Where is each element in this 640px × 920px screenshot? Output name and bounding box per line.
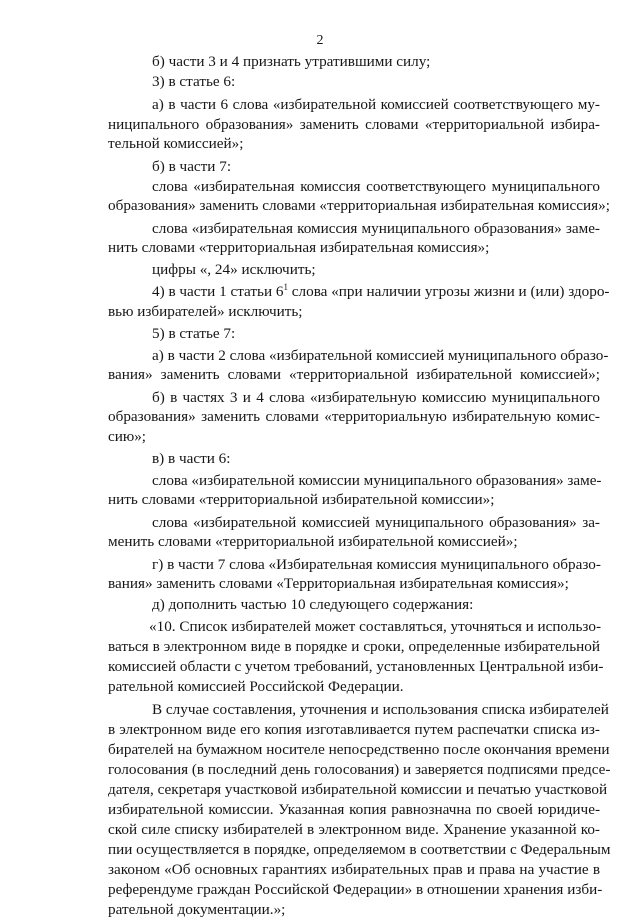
- text-line: менить словами «территориальной избирательной комиссией»;: [108, 533, 518, 550]
- text-line: вью избирателей» исключить;: [108, 303, 303, 320]
- text-line: рательной документации.»;: [108, 901, 286, 918]
- text-line: слова «избирательной комиссии муниципального образования» заме-: [152, 472, 602, 489]
- text-line: в) в части 6:: [152, 450, 231, 467]
- text-line: голосования (в последний день голосования) и заверяется подписями предсе-: [108, 761, 611, 778]
- text-line: законом «Об основных гарантиях избирательных прав и права на участие в: [108, 861, 600, 878]
- page-number: 2: [316, 33, 324, 48]
- text-line: слова «избирательная комиссия муниципального образования» заме-: [152, 220, 600, 237]
- text-line: тельной комиссией»;: [108, 135, 244, 152]
- text-line: вания» заменить словами «территориальной избирательной комиссией»;: [108, 366, 600, 383]
- text-line: д) дополнить частью 10 следующего содержания:: [152, 596, 474, 613]
- text-line: бирателей на бумажном носителе непосредственно после окончания времени: [108, 741, 610, 758]
- text-line: В случае составления, уточнения и использования списка избирателей: [152, 701, 609, 718]
- text-line: ской силе списку избирателей в электронном виде. Хранение указанной ко-: [108, 821, 600, 838]
- text-line: цифры «, 24» исключить;: [152, 261, 316, 278]
- text-line: избирательной комиссии. Указанная копия равнозначна по своей юридиче-: [108, 801, 600, 818]
- text-line: нить словами «территориальная избирательная комиссия»;: [108, 239, 490, 256]
- text-line: референдуме граждан Российской Федерации» в отношении хранения изби-: [108, 881, 603, 898]
- text-line: ниципального образования» заменить словами «территориальной избира-: [108, 116, 600, 133]
- text-line: пии осуществляется в порядке, определяемом в соответствии с Федеральным: [108, 841, 611, 858]
- text-line: а) в части 2 слова «избирательной комиссией муниципального образо-: [152, 347, 609, 364]
- text-line: 3) в статье 6:: [152, 73, 236, 90]
- superscript: 1: [283, 281, 288, 292]
- text-line: б) в частях 3 и 4 слова «избирательную комиссию муниципального: [152, 389, 600, 406]
- text-line: слова «избирательная комиссия соответствующего муниципального: [152, 178, 600, 195]
- text-line: образования» заменить словами «территориальная избирательная комиссия»;: [108, 197, 610, 214]
- text-line: ваться в электронном виде в порядке и сроки, определенные избирательной: [108, 638, 600, 655]
- text-line: «10. Список избирателей может составляться, уточняться и использо-: [149, 618, 601, 635]
- text-line: дателя, секретаря участковой избирательной комиссии и печатью участковой: [108, 781, 608, 798]
- text-line: рательной комиссией Российской Федерации.: [108, 678, 404, 695]
- text-line: 5) в статье 7:: [152, 325, 236, 342]
- text-line: вания» заменить словами «Территориальная избирательная комиссия»;: [108, 575, 569, 592]
- text-line: слова «избирательной комиссией муниципального образования» за-: [152, 514, 600, 531]
- text-line: г) в части 7 слова «Избирательная комиссия муниципального образо-: [152, 556, 601, 573]
- text-line: в электронном виде его копия изготавливается путем распечатки списка из-: [108, 721, 600, 738]
- text-line: б) части 3 и 4 признать утратившими силу;: [152, 53, 431, 70]
- text-line: б) в части 7:: [152, 158, 232, 175]
- text-run: 4) в части 1 статьи 6: [152, 283, 284, 300]
- text-line: образования» заменить словами «территориальную избирательную комис-: [108, 408, 600, 425]
- text-line: а) в части 6 слова «избирательной комиссией соответствующего му-: [152, 96, 600, 113]
- text-line: комиссией области с учетом требований, установленных Центральной изби-: [108, 658, 604, 675]
- text-run: слова «при наличии угрозы жизни и (или) здоро-: [287, 283, 610, 300]
- text-line: сию»;: [108, 428, 147, 445]
- text-line: нить словами «территориальной избирательной комиссии»;: [108, 491, 495, 508]
- text-line: [152, 281, 610, 302]
